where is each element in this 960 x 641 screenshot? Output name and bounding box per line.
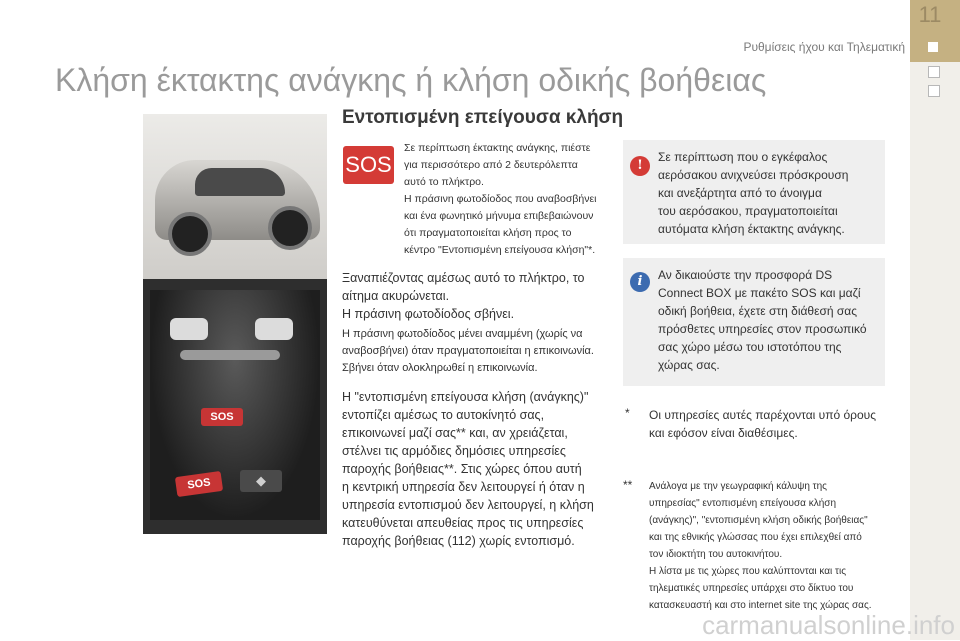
warning-text	[658, 148, 880, 238]
paragraph-located-call	[342, 388, 612, 550]
text-line: Ξαναπιέζοντας αμέσως αυτό το πλήκτρο, το	[342, 271, 585, 285]
text-line: Connect BOX με πακέτο SOS και μαζί	[658, 286, 861, 300]
text-line: Η πράσινη φωτοδίοδος μένει αναμμένη (χωρίς να	[342, 328, 583, 340]
text-line: κατασκευαστή και στο internet site της χώρας σας.	[649, 600, 872, 611]
text-line: ότι πραγματοποιείται κλήση προς το	[404, 227, 572, 239]
text-line: εντοπίζει αμέσως το αυτοκίνητό σας,	[342, 408, 545, 422]
text-line: Η πράσινη φωτοδίοδος που αναβοσβήνει	[404, 193, 597, 205]
assistance-button-icon: ◆	[240, 470, 282, 492]
watermark: carmanualsonline.info	[702, 610, 955, 640]
text-line: κέντρο "Εντοπισμένη επείγουσα κλήση"*.	[404, 244, 596, 256]
text-line: Η πράσινη φωτοδίοδος σβήνει.	[342, 307, 515, 321]
text-line: επικοινωνεί μαζί σας** και, αν χρειάζεται,	[342, 426, 568, 440]
intro-text	[404, 140, 614, 259]
text-line: παροχής βοήθειας**. Στις χώρες όπου αυτή	[342, 462, 582, 476]
text-line: και ένα φωνητικό μήνυμα επιβεβαιώνουν	[404, 210, 594, 222]
text-line: κατευθύνεται απευθείας προς τις υπηρεσίες	[342, 516, 584, 530]
text-line: τον ιδιοκτήτη του αυτοκινήτου.	[649, 549, 783, 560]
text-line: στέλνει τις αρμόδιες δημόσιες υπηρεσίες	[342, 444, 566, 458]
text-line: και ανεξάρτητα από το άνοιγμα	[658, 186, 822, 200]
info-icon: i	[630, 272, 650, 292]
car-wheel-icon	[268, 206, 312, 250]
text-line: (ανάγκης)", "εντοπισμένη κλήση οδικής βοήθειας"	[649, 515, 868, 526]
text-line: αναβοσβήνει) όταν πραγματοποιείται η επικοινωνία.	[342, 345, 594, 357]
warning-icon: !	[630, 156, 650, 176]
sos-button-icon: SOS	[343, 146, 394, 184]
text-line: αυτό το πλήκτρο.	[404, 176, 484, 188]
info-text	[658, 266, 880, 374]
paragraph-cancel	[342, 269, 612, 323]
text-line: Σε περίπτωση που ο εγκέφαλος	[658, 150, 828, 164]
tab-marker-icon	[928, 66, 940, 78]
console-light	[255, 318, 293, 340]
paragraph-led	[342, 326, 612, 377]
car-wheel-icon	[168, 212, 212, 256]
console-light	[170, 318, 208, 340]
car-windshield-shape	[195, 168, 285, 196]
console-light	[180, 350, 280, 360]
page-title: Κλήση έκτακτης ανάγκης ή κλήση οδικής βοήθειας	[55, 62, 767, 98]
text-line: αερόσακου ανιχνεύσει πρόσκρουση	[658, 168, 849, 182]
tab-marker-icon	[928, 85, 940, 97]
text-line: Η λίστα με τις χώρες που καλύπτονται και τις	[649, 566, 847, 577]
text-line: αίτημα ακυρώνεται.	[342, 289, 450, 303]
text-line: παροχής βοήθειας (112) χωρίς εντοπισμό.	[342, 534, 575, 548]
text-line: πρόσθετες υπηρεσίες στον προσωπικό	[658, 322, 867, 336]
text-line: η κεντρική υπηρεσία δεν λειτουργεί ή όταν η	[342, 480, 585, 494]
section-title: Ρυθμίσεις ήχου και Τηλεματική	[743, 40, 905, 54]
console-sos-button: SOS	[201, 408, 243, 426]
text-line: χώρας σας.	[658, 358, 720, 372]
footnote-marker: *	[625, 406, 630, 420]
section-subtitle: Εντοπισμένη επείγουσα κλήση	[342, 107, 624, 128]
text-line: Σβήνει όταν ολοκληρωθεί η επικοινωνία.	[342, 362, 538, 374]
text-line: υπηρεσία εντοπισμού δεν λειτουργεί, η κλήση	[342, 498, 594, 512]
text-line: Αν δικαιούστε την προσφορά DS	[658, 268, 833, 282]
text-line: και εφόσον είναι διαθέσιμες.	[649, 426, 798, 440]
text-line: και της εθνικής γλώσσας που έχει επιλεχθεί από	[649, 532, 862, 543]
footnote-text	[649, 478, 899, 614]
footnote-text	[649, 406, 899, 442]
text-line: υπηρεσίας" εντοπισμένη επείγουσα κλήση	[649, 498, 837, 509]
text-line: αυτόματα κλήση έκτακτης ανάγκης.	[658, 222, 845, 236]
text-line: Σε περίπτωση έκτακτης ανάγκης, πιέστε	[404, 142, 591, 154]
text-line: του αερόσακου, πραγματοποιείται	[658, 204, 838, 218]
tab-marker-icon	[928, 42, 938, 52]
text-line: Οι υπηρεσίες αυτές παρέχονται υπό όρους	[649, 408, 877, 422]
text-line: σας χώρο μέσω του ιστοτόπου της	[658, 340, 842, 354]
text-line: Η "εντοπισμένη επείγουσα κλήση (ανάγκης)"	[342, 390, 589, 404]
text-line: για περισσότερο από 2 δευτερόλεπτα	[404, 159, 578, 171]
page-number: 11	[918, 2, 942, 27]
text-line: Ανάλογα με την γεωγραφική κάλυψη της	[649, 481, 827, 492]
footnote-marker: **	[623, 478, 633, 492]
text-line: οδική βοήθεια, έχετε στη διάθεσή σας	[658, 304, 857, 318]
console-sos-button-closeup: SOS	[175, 471, 223, 497]
text-line: τηλεματικές υπηρεσίες υπάρχει στο δίκτυο του	[649, 583, 854, 594]
